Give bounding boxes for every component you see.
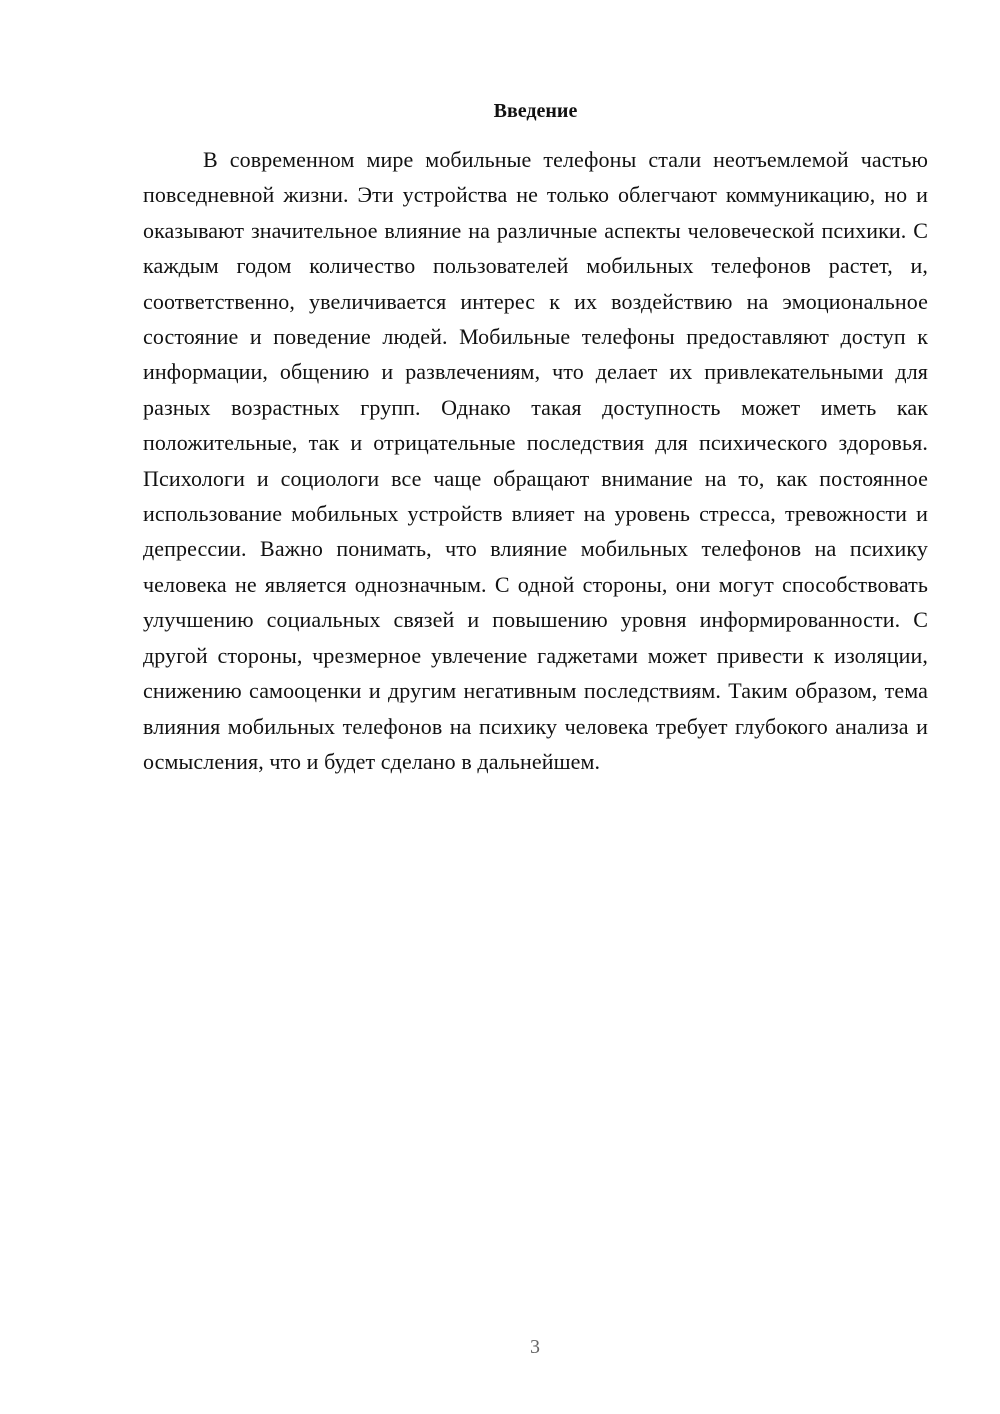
body-paragraph: В современном мире мобильные телефоны стали неотъемлемой частью повседневной жизни. Эти устройства не только облегчают коммуникацию, но и оказывают значительное влияние на различные аспекты человеческой психики. С каждым годом количество пользователей мобильных телефонов растет, и, соответственно, увеличивается интерес к их воздействию на эмоциональное состояние и поведение людей. Мобильные телефоны предоставляют доступ к информации, общению и развлечениям, что делает их привлекательными для разных возрастных групп. Однако такая доступность может иметь как положительные, так и отрицательные последствия для психического здоровья. Психологи и социологи все чаще обращают внимание на то, как постоянное использование мобильных устройств влияет на уровень стресса, тревожности и депрессии. Важно понимать, что влияние мобильных телефонов на психику человека не является однозначным. С одной стороны, они могут способствовать улучшению социальных связей и повышению уровня информированности. С другой стороны, чрезмерное увлечение гаджетами может привести к изоляции, снижению самооценки и другим негативным последствиям. Таким образом, тема влияния мобильных телефонов на психику человека требует глубокого анализа и осмысления, что и будет сделано в дальнейшем. [143, 147, 928, 774]
section-heading: Введение [493, 100, 578, 122]
page-number: 3 [530, 1336, 540, 1358]
